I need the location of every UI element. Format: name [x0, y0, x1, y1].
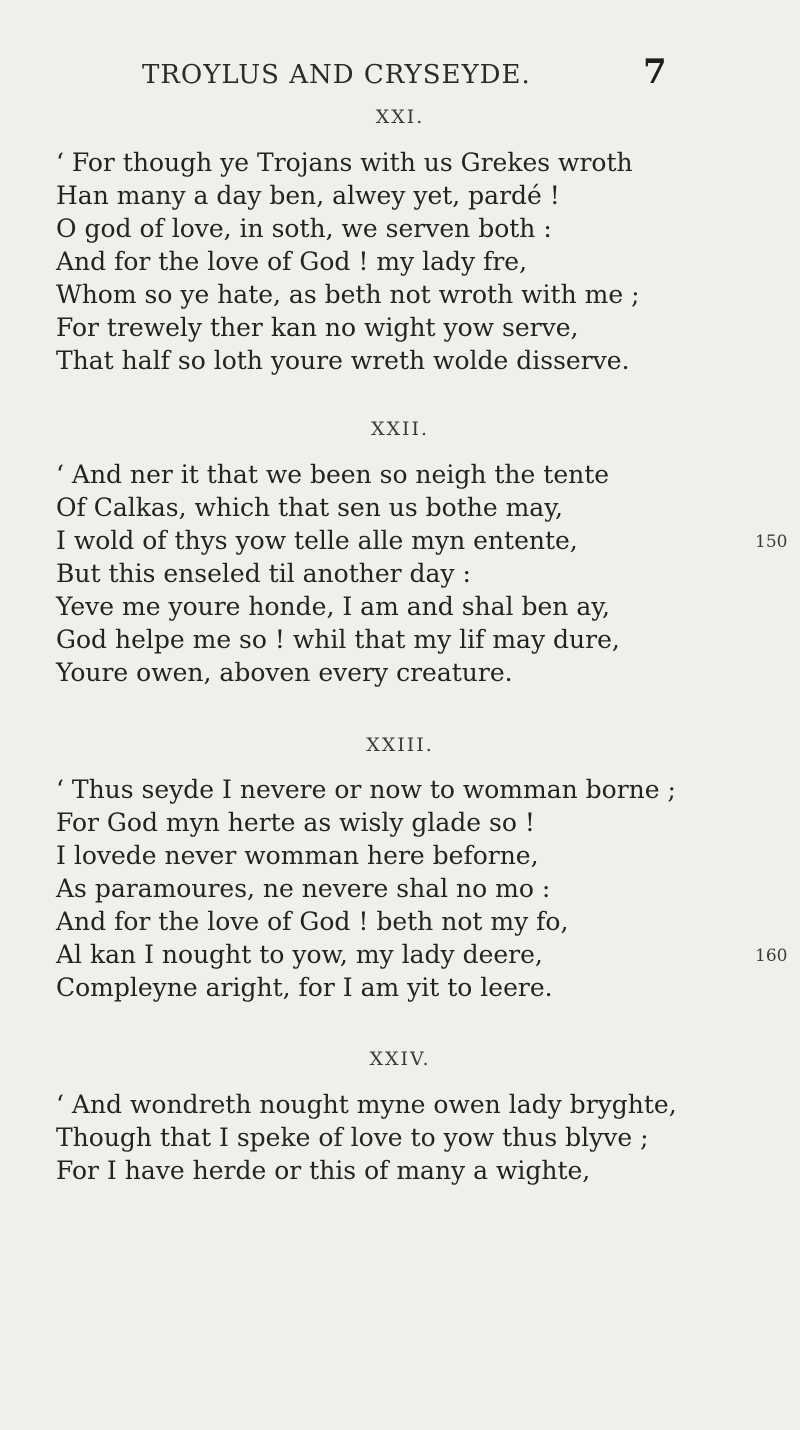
verse-line: And for the love of God ! beth not my fo,	[56, 907, 569, 936]
verse-line: O god of love, in soth, we serven both :	[56, 214, 552, 243]
verse-line: Compleyne aright, for I am yit to leere.	[56, 973, 553, 1002]
verse-line: ‘ Thus seyde I nevere or now to womman borne ;	[56, 775, 676, 804]
verse-line: Of Calkas, which that sen us bothe may,	[56, 493, 563, 522]
verse-line: For God myn herte as wisly glade so !	[56, 808, 535, 837]
verse-line: Whom so ye hate, as beth not wroth with me ;	[56, 280, 640, 309]
verse-line: That half so loth youre wreth wolde disserve.	[56, 346, 630, 375]
verse-line: God helpe me so ! whil that my lif may dure,	[56, 625, 620, 654]
running-head	[0, 52, 800, 92]
verse-line: But this enseled til another day :	[56, 559, 471, 588]
running-title: TROYLUS AND CRYSEYDE.	[142, 60, 531, 90]
verse-line: As paramoures, ne nevere shal no mo :	[56, 874, 551, 903]
line-number: 150	[755, 532, 788, 552]
verse-line: For trewely ther kan no wight yow serve,	[56, 313, 579, 342]
verse-line: Al kan I nought to yow, my lady deere,	[56, 940, 543, 969]
line-number: 160	[755, 946, 788, 966]
verse-line: And for the love of God ! my lady fre,	[56, 247, 528, 276]
page-number: 7	[643, 52, 667, 92]
stanza-numeral: XXI.	[375, 106, 425, 128]
verse-line: Youre owen, aboven every creature.	[56, 658, 513, 687]
verse-line: ‘ And wondreth nought myne owen lady bryghte,	[56, 1090, 677, 1119]
verse-line: Though that I speke of love to yow thus blyve ;	[56, 1123, 649, 1152]
verse-line: I wold of thys yow telle alle myn entente,	[56, 526, 578, 555]
verse-line: Han many a day ben, alwey yet, pardé !	[56, 181, 560, 210]
verse-line: Yeve me youre honde, I am and shal ben ay,	[56, 592, 610, 621]
verse-line: For I have herde or this of many a wighte,	[56, 1156, 591, 1185]
stanza-numeral: XXIII.	[366, 734, 434, 756]
verse-line: I lovede never womman here beforne,	[56, 841, 539, 870]
verse-line: ‘ For though ye Trojans with us Grekes wroth	[56, 148, 633, 177]
stanza-numeral: XXII.	[370, 418, 430, 440]
stanza-numeral: XXIV.	[369, 1048, 431, 1070]
verse-line: ‘ And ner it that we been so neigh the tente	[56, 460, 610, 489]
